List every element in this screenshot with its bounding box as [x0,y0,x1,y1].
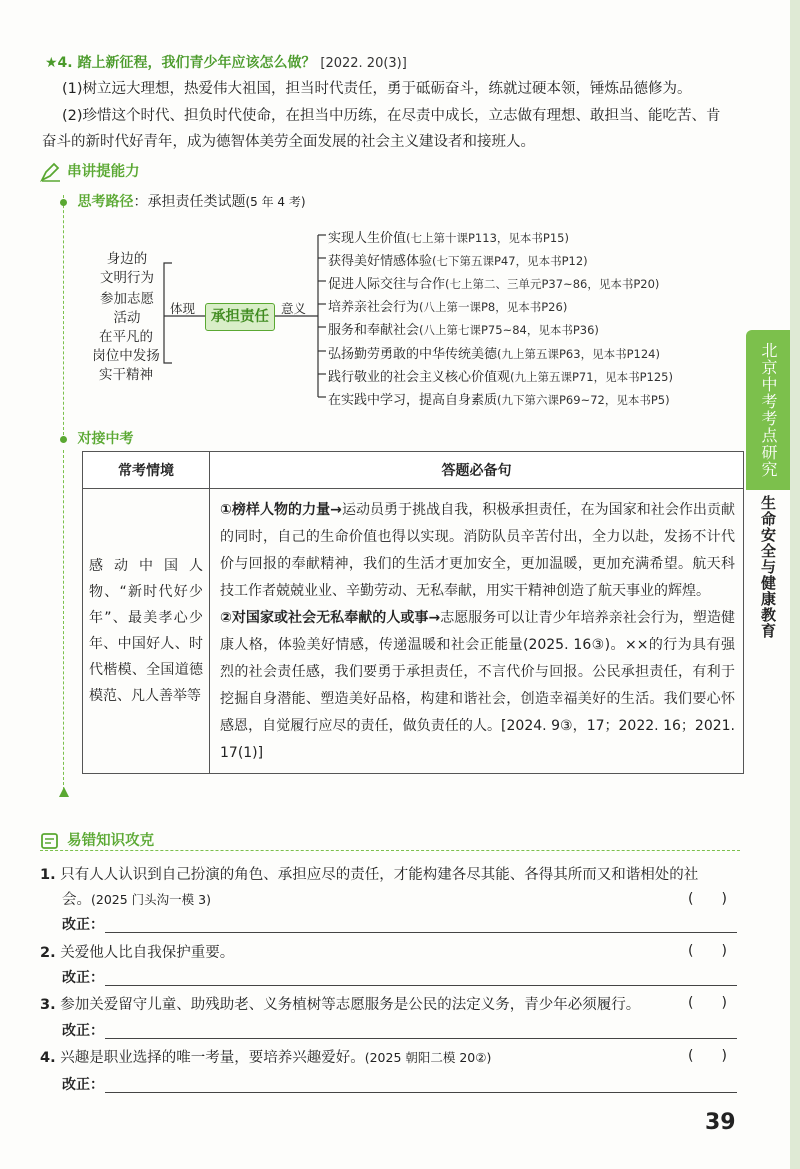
answer-paren[interactable]: ( ) [688,943,727,959]
answer-1-body: 运动员勇于挑战自我，积极承担责任，在为国家和社会作出贡献的同时，自己的生命价值也得以实现。消防队员辛苦付出，全力以赴，发扬不计代价与回报的奉献精神，我们的生活才更加安全，更加温暖，更加充满希望。航天科技工作者兢兢业业、辛勤劳动、无私奉献，用实干精神创造了航天事业的辉煌。 [220,502,735,599]
fix-label: 改正： [62,917,104,933]
left-label: 体现 [170,301,196,316]
triangle-marker-icon [58,786,70,798]
exam-heading [60,428,133,448]
fix-label: 改正： [62,1023,104,1039]
fix-line-1[interactable] [105,932,737,933]
table-row [83,489,744,774]
section-header-chuanjiang [40,160,140,182]
path-heading [60,191,306,211]
answer-paren[interactable]: ( ) [688,1048,727,1064]
situation-cell: 感动中国人物、“新时代好少年”、最美孝心少年、中国好人、时代楷模、全国道德模范、凡人善举等 [83,489,210,774]
pencil-icon [40,162,62,182]
dashed-guide-2 [63,450,64,790]
page-edge [790,0,800,1169]
answer-2-heading: ②对国家或社会无私奉献的人或事→ [220,610,441,626]
path-text: ：承担责任类试题 [133,194,246,210]
question-title [45,52,407,72]
path-note: (5 年 4 考) [245,195,306,209]
col-header-answer: 答题必备句 [210,452,744,489]
left-node-2: 参加志愿 活动 [100,291,154,326]
path-label: 思考路径 [77,194,134,210]
center-node: 承担责任 [205,303,275,331]
question-number: ★4. [45,55,73,71]
page-number: 39 [705,1110,736,1135]
error-item-1-line2: 会。(2025 门头沟一模 3) [62,892,211,908]
exam-title: 对接中考 [77,431,134,447]
answer-2-line1: (2)珍惜这个时代、担负时代使命，在担当中历练，在尽责中成长，立志做有理想、敢担当、能吃苦、肯 [62,108,721,124]
notebook-icon [40,832,62,850]
answer-paren[interactable]: ( ) [688,995,727,1011]
right-label: 意义 [281,301,307,316]
meaning-item: 培养亲社会行为(八上第一课P8，见本书P26) [328,300,568,315]
meaning-item: 在实践中学习，提高自身素质(九下第六课P69~72，见本书P5) [328,393,670,408]
col-header-situation: 常考情境 [83,452,210,489]
answer-2-body: 志愿服务可以让青少年培养亲社会行为，塑造健康人格，体验美好情感，传递温暖和社会正能量(2025. 16③)。××的行为具有强烈的社会责任感，我们要勇于承担责任，不言代价与回报。公民承担责任，有利于挖掘自身潜能、塑造美好品格，构建和谐社会，创造幸福美好的生活。我们要心怀感恩，自觉履行应尽的责任，做负责任的人。[2024. 9③，17；2022. 16；2021. 17(1)] [220,610,735,761]
meaning-item: 促进人际交往与合作(七上第二、三单元P37~86，见本书P20) [328,277,660,292]
fix-label: 改正： [62,970,104,986]
section-header-yicuo [40,829,154,850]
side-tab-bottom: 生命安全与健康教育 [759,495,777,639]
section-title-yicuo: 易错知识攻克 [67,833,155,849]
left-node-3: 在平凡的 岗位中发扬 实干精神 [92,329,160,383]
fix-line-4[interactable] [105,1092,737,1093]
dashed-guide-1 [63,195,64,435]
exam-table [82,451,744,774]
answer-1-heading: ①榜样人物的力量→ [220,502,342,518]
meaning-item: 获得美好情感体验(七下第五课P47，见本书P12) [328,254,588,269]
error-item-1: 1. 只有人人认识到自己扮演的角色、承担应尽的责任，才能构建各尽其能、各得其所而又和谐相处的社 [40,867,699,883]
question-source: [2022. 20(3)] [320,56,407,71]
section-title: 串讲提能力 [67,164,140,180]
error-item-2: 2. 关爱他人比自我保护重要。 [40,945,235,961]
fix-line-3[interactable] [105,1038,737,1039]
question-text: 踏上新征程，我们青少年应该怎么做？ [77,55,316,71]
error-item-4: 4. 兴趣是职业选择的唯一考量，要培养兴趣爱好。(2025 朝阳二模 20②) [40,1050,492,1066]
fix-label: 改正： [62,1077,104,1093]
table-header-row [83,452,744,489]
bullet-dot [60,199,67,206]
side-tab [746,330,790,660]
meaning-item: 实现人生价值(七上第十课P113，见本书P15) [328,231,569,246]
left-node-1: 身边的 文明行为 [100,251,154,286]
meaning-item: 服务和奉献社会(八上第七课P75~84，见本书P36) [328,323,599,338]
answer-paren[interactable]: ( ) [688,891,727,907]
meaning-item: 践行敬业的社会主义核心价值观(九上第五课P71，见本书P125) [328,370,673,385]
answer-2-line2: 奋斗的新时代好青年，成为德智体美劳全面发展的社会主义建设者和接班人。 [42,134,535,150]
side-tab-top: 北京中考考点研究 [746,330,790,490]
answer-1: (1)树立远大理想，热爱伟大祖国，担当时代责任，勇于砥砺奋斗，练就过硬本领，锤炼品德修为。 [62,81,692,97]
answer-cell [210,489,744,774]
fix-line-2[interactable] [105,985,737,986]
bullet-dot [60,436,67,443]
meaning-item: 弘扬勤劳勇敢的中华传统美德(九上第五课P63，见本书P124) [328,347,660,362]
divider [40,850,740,851]
error-item-3: 3. 参加关爱留守儿童、助残助老、义务植树等志愿服务是公民的法定义务，青少年必须履行。 [40,997,641,1013]
